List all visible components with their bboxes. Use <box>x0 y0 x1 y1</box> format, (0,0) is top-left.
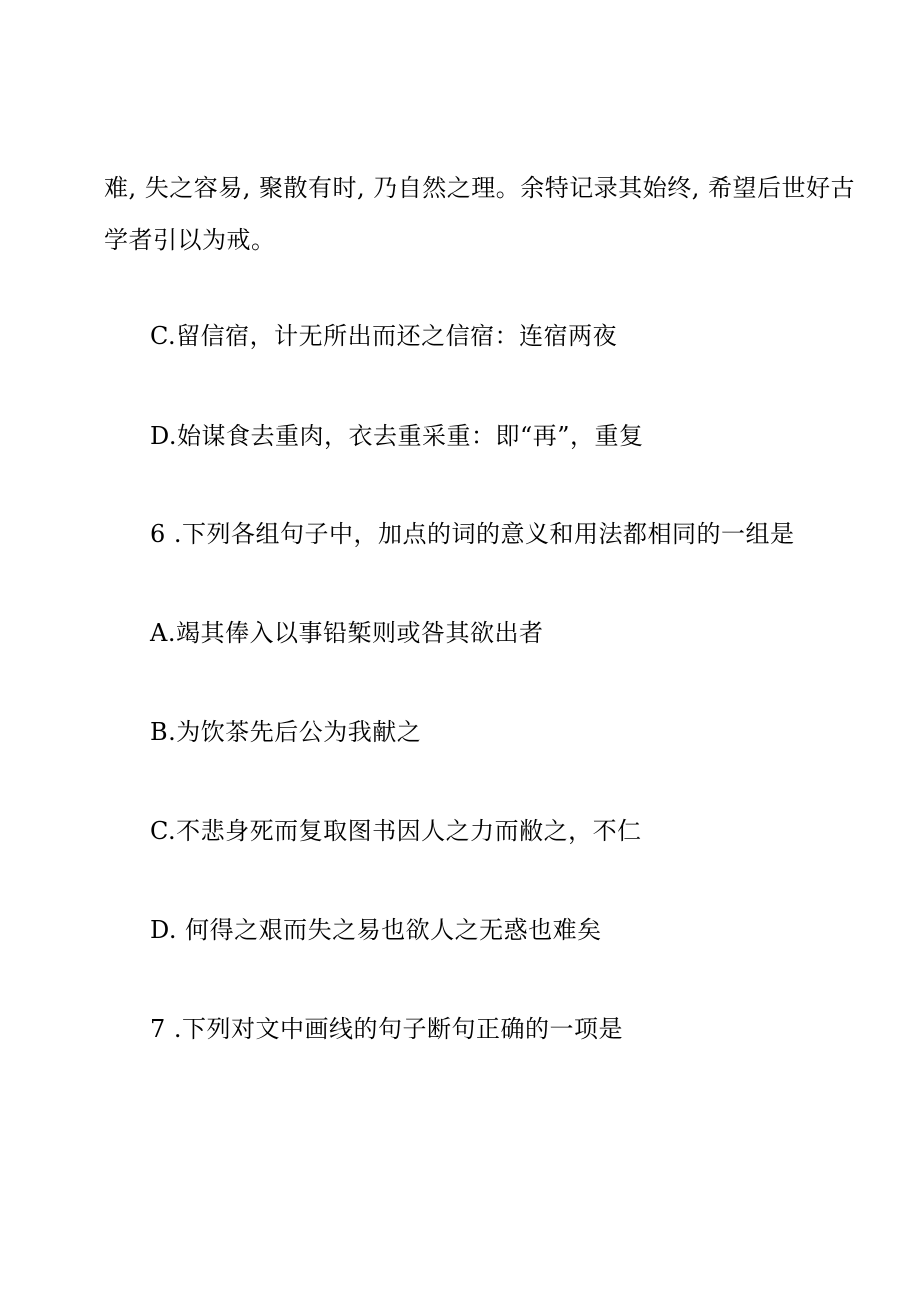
passage-line-2: 学者引以为戒。 <box>104 226 276 254</box>
question-6: 6 .下列各组句子中，加点的词的意义和用法都相同的一组是 <box>150 520 795 548</box>
option-c-q5: C.留信宿，计无所出而还之信宿：连宿两夜 <box>150 322 618 350</box>
option-a-q6: A.竭其俸入以事铅椠则或咎其欲出者 <box>150 619 544 647</box>
passage-line-1: 难, 失之容易, 聚散有时, 乃自然之理。余特记录其始终, 希望后世好古 <box>104 174 856 202</box>
question-7: 7 .下列对文中画线的句子断句正确的一项是 <box>150 1015 624 1043</box>
option-b-q6: B.为饮茶先后公为我献之 <box>150 718 422 746</box>
option-d-q5: D.始谋食去重肉，衣去重采重：即“再”，重复 <box>150 422 644 450</box>
option-d-q6: D. 何得之艰而失之易也欲人之无惑也难矣 <box>150 916 602 944</box>
option-c-q6: C.不悲身死而复取图书因人之力而敝之，不仁 <box>150 817 642 845</box>
